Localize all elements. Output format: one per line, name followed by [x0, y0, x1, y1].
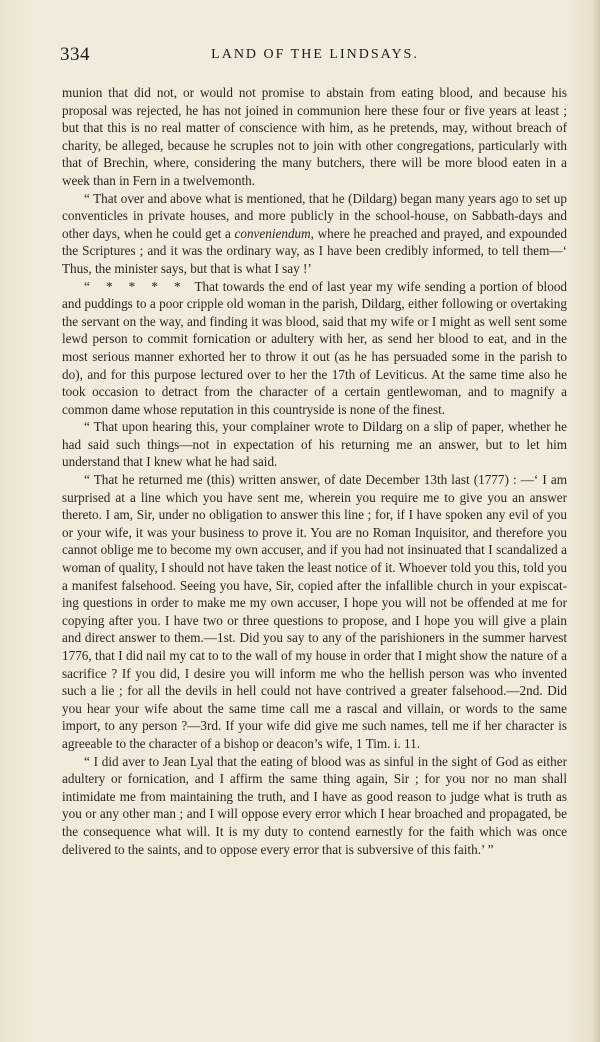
paragraph: munion that did not, or would not promise to abstain from eating blood, and because his proposal was rejected, he has not joined in communion here these four or five years at least ; but that this is no real matter of conscience with him, as he pretends, may, without breach of charity, be alleged, because he scruples not to join with other congregations, particularly with that of Brechin, where, considering the many butchers, there will be more blood eaten in a week than in Fern in a twelvemonth.	[62, 85, 567, 188]
paragraph: “ That he returned me (this) written answer, of date December 13th last (1777) : —‘ I am surprised at a line which you have sent me, wherein you require me to give you an answer thereto. I am, Sir, under no obligation to answer this line ; for, if I have spoken any evil of you or your wife, it was your business to prove it. You are no Roman Inquisitor, and therefore you cannot oblige me to become my own accuser, and if you had not insinuated that I scandalized a woman of quality, I should not have taken the least notice of it. Whoever told you this, told you a manifest falsehood. Seeing you have, Sir, copied after the infallible church in your expiscat-ing questions in order to make me my own accuser, I hope you will not be offended at me for copying after you. I have two or three questions to propose, and I hope you will give a plain and direct answer to them.—1st. Did you say to any of the parishioners in the summer harvest 1776, that I did nail my cat to to the wall of my house in order that I might show the nature of a sacrifice ? If you did, I desire you will inform me who the hellish person was who invented such a lie ; for all the devils in hell could not have contrived a greater falsehood.—2nd. Did you hear your wife about the same time call me a rascal and villain, or words to the same import, to any person ?—3rd. If your wife did give me such names, tell me if her character is agreeable to the character of a bishop or deacon’s wife, 1 Tim. i. 11.	[62, 472, 567, 751]
page-number: 334	[60, 44, 90, 65]
paragraph-text: “ That over and above what is mentioned, that he (Dildarg) began many years ago to set up conventicles in private houses, and more publicly in the school-house, on Sabbath-days and other days, when he could get a	[62, 190, 567, 241]
running-title: LAND OF THE LINDSAYS.	[211, 47, 419, 62]
page-header	[60, 44, 570, 68]
paragraph-text: That towards the end of last year my wife sending a portion of blood and puddings to a poor cripple old woman in the parish, Dildarg, either following or overtaking the servant on the way, and finding it was blood, said that my wife or I might as well sent some lewd person to commit fornication or adultery with her, as send her blood to eat, and in the most serious manner exhorted her to throw it out (as he has persuaded some in the parish to do), and for this purpose lectured over to her the 17th of Leviticus. At the same time also he took occasion to detract from the character of a certain gentlewoman, and to magnify a common dame whose reputation in this countryside is none of the finest.	[62, 278, 568, 417]
paragraph	[62, 278, 567, 419]
emphasis-conveniendum: conveniendum	[234, 225, 311, 241]
paragraph: “ That upon hearing this, your complainer wrote to Dildarg on a slip of paper, whether he had said such things—not in expectation of his returning me an answer, but to let him understand that I knew what he had said.	[62, 419, 567, 470]
ellipsis-stars: “ * * * *	[84, 278, 187, 294]
paragraph	[62, 190, 567, 278]
paragraph: “ I did aver to Jean Lyal that the eating of blood was as sinful in the sight of God as either adultery or fornication, and I affirm the same thing again, Sir ; for you nor no man shall intimidate me from maintaining the truth, and I have as good reason to judge what is truth as you or any other man ; and I will oppose every error which I hear broached and propagated, be the consequence what will. It is my duty to contend earnestly for the faith which was once delivered to the saints, and to oppose every error that is subversive of this faith.’ ”	[62, 753, 567, 857]
body-text	[62, 84, 567, 858]
paragraph-text: , where he preached and prayed, and expounded the Scriptures ; and it was the ordinary way, as I have been credibly informed, to tell them—‘ Thus, the minister says, but that is what I say !’	[62, 225, 567, 276]
page-edge-shadow	[592, 0, 600, 1042]
